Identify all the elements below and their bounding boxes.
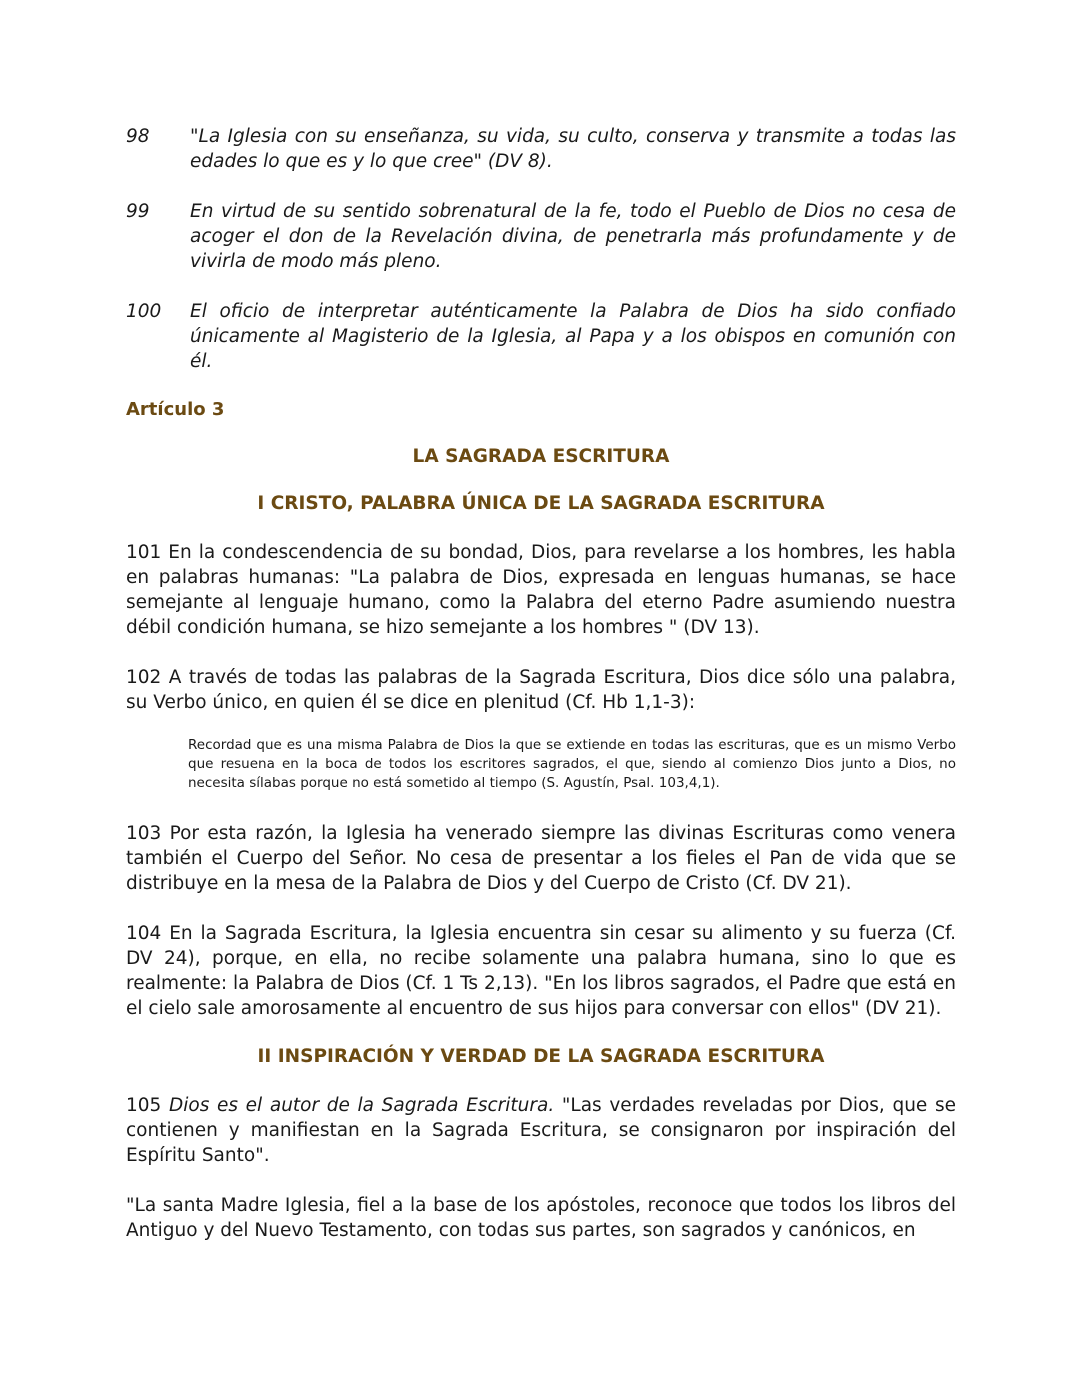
article-label: Artículo 3 bbox=[126, 399, 225, 420]
section-title-2: II INSPIRACIÓN Y VERDAD DE LA SAGRADA ESCRITURA bbox=[257, 1046, 825, 1067]
paragraph-105-continued: "La santa Madre Iglesia, fiel a la base de los apóstoles, reconoce que todos los libros del Antiguo y del Nuevo Testamento, con todas sus partes, son sagrados y canónicos, en bbox=[126, 1195, 956, 1241]
section-title-1: I CRISTO, PALABRA ÚNICA DE LA SAGRADA ESCRITURA bbox=[257, 493, 825, 514]
summary-text: El oficio de interpretar auténticamente la Palabra de Dios ha sido confiado únicamente al Magisterio de la Iglesia, al Papa y a los obispos en comunión con él. bbox=[190, 301, 956, 372]
paragraph-103: 103 Por esta razón, la Iglesia ha venerado siempre las divinas Escrituras como venera también el Cuerpo del Señor. No cesa de presentar a los fieles el Pan de vida que se distribuye en la mesa de la Palabra de Dios y del Cuerpo de Cristo (Cf. DV 21). bbox=[126, 823, 956, 894]
paragraph-number: 105 bbox=[126, 1095, 162, 1116]
summary-item-98 bbox=[126, 124, 956, 174]
paragraph-104: 104 En la Sagrada Escritura, la Iglesia encuentra sin cesar su alimento y su fuerza (Cf. DV 24), porque, en ella, no recibe solamente una palabra humana, sino lo que es realmente: la Palabra de Dios (Cf. 1 Ts 2,13). "En los libros sagrados, el Padre que está en el cielo sale amorosamente al encuentro de sus hijos para conversar con ellos" (DV 21). bbox=[126, 923, 956, 1019]
summary-item-99 bbox=[126, 199, 956, 274]
quote-augustine: Recordad que es una misma Palabra de Dios la que se extiende en todas las escrituras, que es un mismo Verbo que resuena en la boca de todos los escritores sagrados, el que, siendo al comienzo Dios junto a Dios, no necesita sílabas porque no está sometido al tiempo (S. Agustín, Psal. 103,4,1). bbox=[188, 737, 956, 791]
paragraph-105 bbox=[126, 1093, 956, 1168]
paragraph-101: 101 En la condescendencia de su bondad, Dios, para revelarse a los hombres, les habla en palabras humanas: "La palabra de Dios, expresada en lenguas humanas, se hace semejante al lenguaje humano, como la Palabra del eterno Padre asumiendo nuestra débil condición humana, se hizo semejante a los hombres " (DV 13). bbox=[126, 542, 956, 638]
summary-number: 98 bbox=[126, 126, 150, 147]
document-page bbox=[126, 124, 956, 1268]
summary-number: 99 bbox=[126, 201, 150, 222]
paragraph-102: 102 A través de todas las palabras de la Sagrada Escritura, Dios dice sólo una palabra, su Verbo único, en quien él se dice en plenitud (Cf. Hb 1,1-3): bbox=[126, 667, 956, 713]
summary-number: 100 bbox=[126, 301, 162, 322]
section-title-main: LA SAGRADA ESCRITURA bbox=[412, 446, 670, 467]
paragraph-text: "Las verdades reveladas por Dios, que se contienen y manifiestan en la Sagrada Escritura, se consignaron por inspiración del Espíritu Santo". bbox=[126, 1095, 956, 1166]
summary-text: En virtud de su sentido sobrenatural de la fe, todo el Pueblo de Dios no cesa de acoger el don de la Revelación divina, de penetrarla más profundamente y de vivirla de modo más pleno. bbox=[190, 201, 956, 272]
summary-text: "La Iglesia con su enseñanza, su vida, su culto, conserva y transmite a todas las edades lo que es y lo que cree" (DV 8). bbox=[190, 126, 956, 172]
paragraph-italic-heading: Dios es el autor de la Sagrada Escritura. bbox=[168, 1095, 555, 1116]
summary-item-100 bbox=[126, 299, 956, 374]
